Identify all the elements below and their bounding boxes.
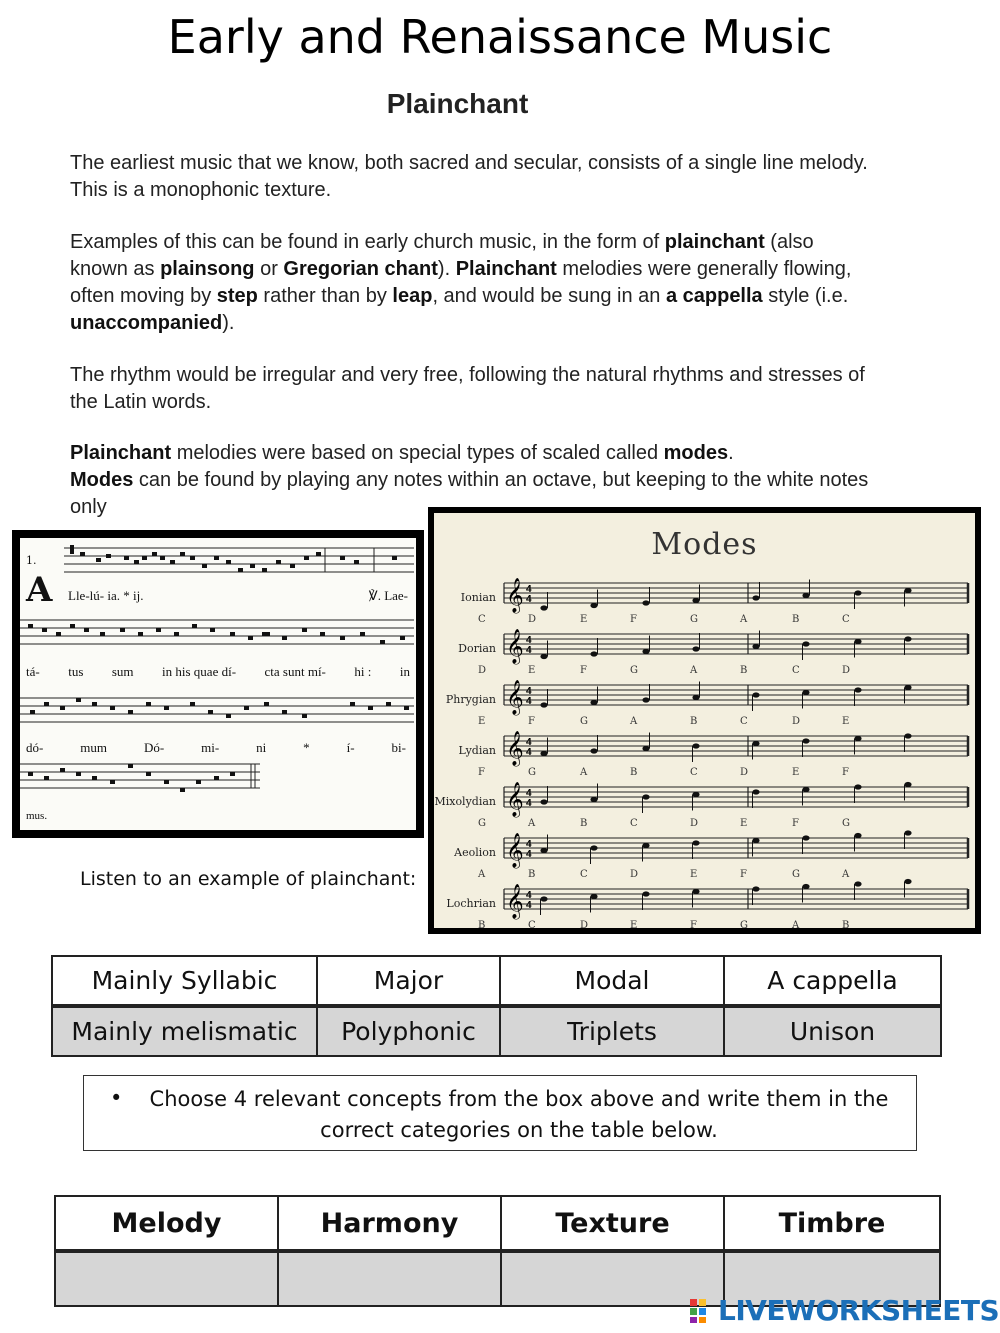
header-texture: Texture	[501, 1196, 724, 1251]
time-signature: 4	[526, 839, 532, 850]
note-letter: A	[842, 869, 850, 880]
time-signature: 4	[526, 635, 532, 646]
note-head	[692, 646, 699, 651]
answer-table	[54, 1195, 941, 1307]
note-head	[590, 797, 597, 802]
note-letter: B	[792, 614, 800, 625]
header-timbre: Timbre	[724, 1196, 940, 1251]
chant-initial: A	[26, 570, 53, 610]
time-signature: 4	[526, 900, 532, 911]
chant-number: 1.	[26, 554, 37, 567]
note-letter: F	[580, 665, 587, 676]
treble-clef-icon: 𝄞	[506, 680, 524, 715]
note-head	[540, 799, 547, 804]
note-head	[642, 794, 649, 799]
mode-name: Mixolydian	[434, 795, 496, 808]
time-signature: 4	[526, 788, 532, 799]
concept-cell[interactable]: Mainly melismatic	[52, 1006, 317, 1056]
note-head	[854, 590, 861, 595]
mode-name: Lydian	[458, 744, 496, 757]
time-signature: 4	[526, 747, 532, 758]
concept-cell[interactable]: Unison	[724, 1006, 941, 1056]
note-letter: B	[478, 920, 486, 928]
note-head	[802, 690, 809, 695]
paragraph-monophonic: The earliest music that we know, both sacred and secular, consists of a single line melody. This is a monophonic texture.	[70, 152, 868, 201]
concept-cell[interactable]: Polyphonic	[317, 1006, 500, 1056]
note-letter: B	[740, 665, 748, 676]
header-harmony: Harmony	[278, 1196, 501, 1251]
note-letter: G	[690, 614, 698, 625]
note-head	[854, 833, 861, 838]
note-head	[642, 600, 649, 605]
note-head	[752, 789, 759, 794]
note-letter: C	[792, 665, 800, 676]
note-letter: E	[528, 665, 536, 676]
liveworksheets-logo: LIVEWORKSHEETS	[690, 1294, 999, 1327]
bullet: •	[110, 1086, 123, 1110]
note-letter: E	[690, 869, 698, 880]
note-head	[642, 891, 649, 896]
note-head	[802, 787, 809, 792]
note-letter: B	[630, 767, 638, 778]
note-letter: A	[740, 614, 748, 625]
paragraph-plainchant-examples: Examples of this can be found in early church music, in the form of plainchant (also known as plainsong or Gregorian chant). Plainchant melodies were generally flowing, often moving by step rather than by leap, and would be sung in an a cappella style (i.e. unaccompanied).	[70, 231, 852, 334]
answer-drop-harmony[interactable]	[278, 1251, 501, 1306]
instruction-box	[83, 1075, 917, 1151]
note-head	[802, 593, 809, 598]
note-head	[904, 685, 911, 690]
time-signature: 4	[526, 686, 532, 697]
note-head	[692, 695, 699, 700]
note-letter: F	[528, 716, 535, 727]
note-head	[692, 598, 699, 603]
concept-cell[interactable]: Triplets	[500, 1006, 724, 1056]
note-head	[540, 605, 547, 610]
note-head	[752, 741, 759, 746]
note-head	[590, 651, 597, 656]
note-letter: A	[690, 665, 698, 676]
note-head	[540, 848, 547, 853]
note-head	[642, 843, 649, 848]
note-head	[854, 881, 861, 886]
note-letter: G	[740, 920, 748, 928]
note-letter: G	[478, 818, 486, 829]
concept-cell[interactable]: A cappella	[724, 956, 941, 1006]
note-head	[802, 884, 809, 889]
note-head	[590, 700, 597, 705]
note-letter: D	[690, 818, 699, 829]
note-head	[854, 639, 861, 644]
treble-clef-icon: 𝄞	[506, 782, 524, 817]
note-letter: C	[842, 614, 850, 625]
note-letter: A	[528, 818, 536, 829]
note-letter: F	[842, 767, 849, 778]
note-letter: E	[792, 767, 800, 778]
treble-clef-icon: 𝄞	[506, 884, 524, 919]
note-letter: D	[478, 665, 487, 676]
note-head	[692, 840, 699, 845]
mode-name: Ionian	[460, 591, 496, 604]
note-head	[642, 746, 649, 751]
note-letter: B	[690, 716, 698, 727]
note-letter: C	[630, 818, 638, 829]
modes-staves	[434, 513, 975, 928]
note-head	[904, 830, 911, 835]
note-letter: B	[580, 818, 588, 829]
note-letter: G	[528, 767, 536, 778]
note-head	[540, 654, 547, 659]
note-head	[904, 733, 911, 738]
page-title: Early and Renaissance Music	[167, 10, 833, 64]
note-letter: C	[580, 869, 588, 880]
chant-lyrics-line-2: tá- tus sum in his quae dí- cta sunt mí- hi : in	[26, 664, 410, 679]
modes-chart-image	[428, 507, 981, 934]
plainchant-notation-image	[12, 530, 424, 838]
time-signature: 4	[526, 849, 532, 860]
mode-name: Lochrian	[446, 897, 496, 910]
note-head	[642, 649, 649, 654]
note-letter: E	[842, 716, 850, 727]
time-signature: 4	[526, 645, 532, 656]
instruction-text: Choose 4 relevant concepts from the box above and write them in the correct categories on the table below.	[149, 1087, 889, 1142]
note-head	[854, 784, 861, 789]
note-head	[752, 644, 759, 649]
liveworksheets-logo-icon	[690, 1297, 716, 1323]
note-letter: D	[740, 767, 749, 778]
note-head	[802, 835, 809, 840]
note-letter: E	[630, 920, 638, 928]
note-letter: A	[630, 716, 638, 727]
time-signature: 4	[526, 584, 532, 595]
note-head	[540, 702, 547, 707]
paragraph-modes: Plainchant melodies were based on special types of scaled called modes. Modes can be found by playing any notes within an octave, but keeping to the white notes only	[70, 442, 869, 518]
chant-lyrics-line-3: dó- mum Dó- mi- ni * í- bi-	[26, 740, 406, 755]
note-head	[692, 743, 699, 748]
paragraph-rhythm: The rhythm would be irregular and very free, following the natural rhythms and stresses of the Latin words.	[70, 364, 865, 413]
concept-cell[interactable]: Modal	[500, 956, 724, 1006]
note-head	[590, 748, 597, 753]
note-letter: D	[630, 869, 639, 880]
note-letter: G	[580, 716, 588, 727]
note-letter: F	[478, 767, 485, 778]
answer-drop-melody[interactable]	[55, 1251, 278, 1306]
time-signature: 4	[526, 890, 532, 901]
note-head	[590, 894, 597, 899]
treble-clef-icon: 𝄞	[506, 578, 524, 613]
note-letter: E	[740, 818, 748, 829]
note-head	[590, 845, 597, 850]
note-head	[854, 687, 861, 692]
treble-clef-icon: 𝄞	[506, 629, 524, 664]
time-signature: 4	[526, 594, 532, 605]
note-letter: A	[792, 920, 800, 928]
note-letter: E	[580, 614, 588, 625]
note-letter: C	[478, 614, 486, 625]
note-letter: G	[792, 869, 800, 880]
mode-name: Phrygian	[445, 693, 496, 706]
note-head	[540, 751, 547, 756]
note-head	[904, 782, 911, 787]
concept-cell[interactable]: Mainly Syllabic	[52, 956, 317, 1006]
note-letter: E	[478, 716, 486, 727]
note-head	[802, 738, 809, 743]
time-signature: 4	[526, 798, 532, 809]
note-letter: D	[528, 614, 537, 625]
note-letter: F	[792, 818, 799, 829]
mode-name: Aeolion	[454, 846, 496, 859]
section-heading: Plainchant	[386, 88, 529, 119]
note-letter: G	[630, 665, 638, 676]
time-signature: 4	[526, 737, 532, 748]
note-head	[540, 896, 547, 901]
chant-lyrics-line-4: mus.	[26, 810, 48, 822]
note-letter: F	[630, 614, 637, 625]
header-melody: Melody	[55, 1196, 278, 1251]
note-head	[904, 588, 911, 593]
modes-title: Modes	[651, 527, 758, 562]
note-letter: D	[792, 716, 801, 727]
note-letter: C	[690, 767, 698, 778]
note-head	[904, 636, 911, 641]
note-head	[752, 886, 759, 891]
note-head	[802, 641, 809, 646]
listen-prompt: Listen to an example of plainchant:	[80, 868, 417, 890]
concept-cell[interactable]: Major	[317, 956, 500, 1006]
note-head	[752, 838, 759, 843]
note-letter: C	[528, 920, 536, 928]
note-head	[854, 736, 861, 741]
note-letter: D	[842, 665, 851, 676]
note-head	[752, 692, 759, 697]
treble-clef-icon: 𝄞	[506, 731, 524, 766]
note-letter: D	[580, 920, 589, 928]
note-letter: G	[842, 818, 850, 829]
chant-lyrics-line-1: Lle-lú- ia. * ij. ℣. Lae-	[68, 588, 408, 603]
concepts-table	[51, 955, 942, 1057]
note-letter: F	[740, 869, 747, 880]
note-head	[642, 697, 649, 702]
note-letter: A	[478, 869, 486, 880]
note-letter: B	[842, 920, 850, 928]
note-letter: C	[740, 716, 748, 727]
mode-name: Dorian	[458, 642, 496, 655]
note-letter: B	[528, 869, 536, 880]
treble-clef-icon: 𝄞	[506, 833, 524, 868]
note-head	[590, 603, 597, 608]
note-letter: F	[690, 920, 697, 928]
note-head	[752, 595, 759, 600]
note-head	[692, 889, 699, 894]
note-head	[904, 879, 911, 884]
time-signature: 4	[526, 696, 532, 707]
note-head	[692, 792, 699, 797]
note-letter: A	[580, 767, 588, 778]
